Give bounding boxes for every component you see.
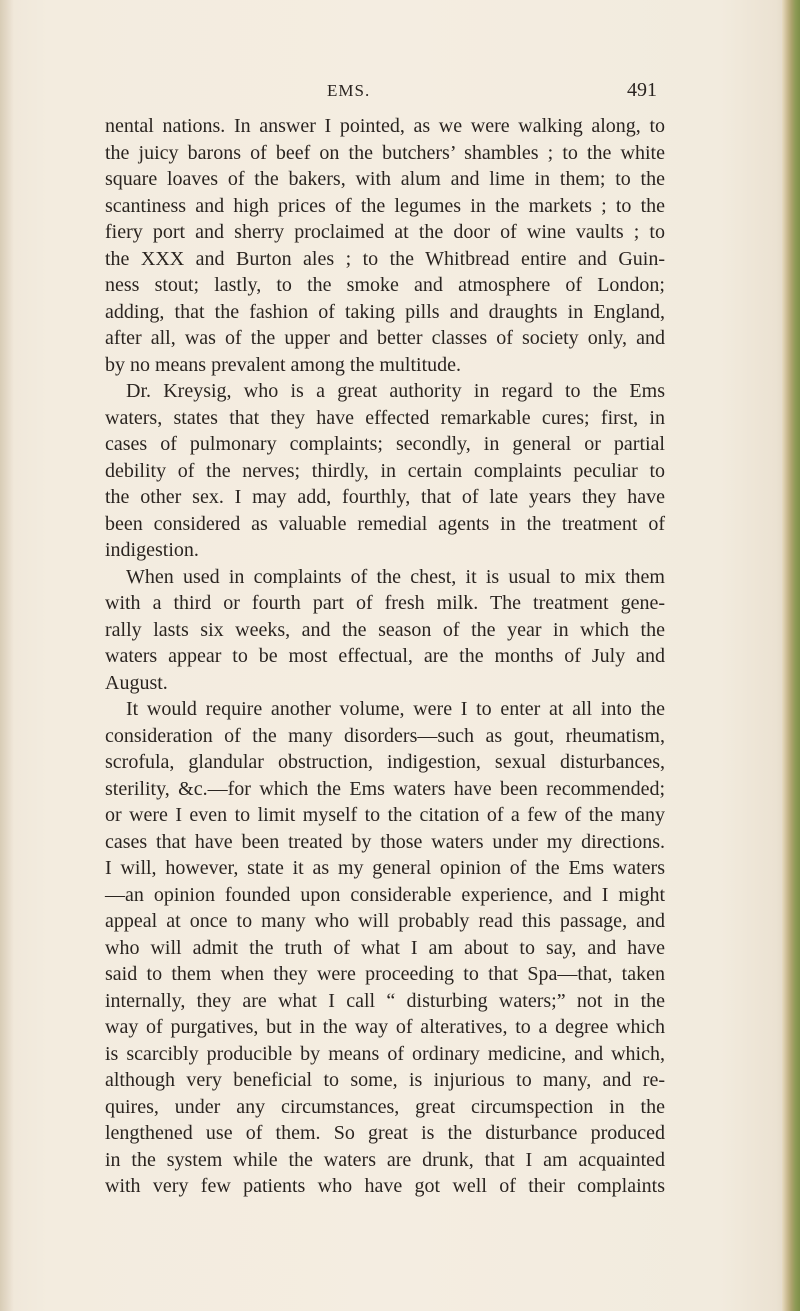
text-line: the juicy barons of beef on the butchers’ shambles ; to the white [105, 141, 665, 164]
text-line: waters, states that they have effected remarkable cures; first, in [105, 406, 665, 429]
page-header [105, 81, 657, 111]
text-line: debility of the nerves; thirdly, in certain complaints peculiar to [105, 459, 665, 482]
paragraph-start-line: When used in complaints of the chest, it is usual to mix them [126, 565, 665, 588]
text-line: is scarcibly producible by means of ordinary medicine, and which, [105, 1042, 665, 1065]
running-title: EMS. [327, 81, 371, 100]
text-line: cases of pulmonary complaints; secondly, in general or partial [105, 433, 665, 455]
page-edge [782, 0, 800, 1311]
text-line: internally, they are what I call “ disturbing waters;” not in the [105, 989, 665, 1012]
text-line: August. [105, 671, 168, 694]
paragraph-start-line: Dr. Kreysig, who is a great authority in regard to the Ems [126, 380, 665, 402]
text-line: indigestion. [105, 539, 199, 561]
text-line: consideration of the many disorders—such as gout, rheumatism, [105, 724, 665, 747]
text-line: fiery port and sherry proclaimed at the door of wine vaults ; to [105, 221, 665, 243]
body-text [105, 113, 665, 1200]
page-number: 491 [627, 79, 657, 101]
text-line: sterility, &c.—for which the Ems waters have been recommended; [105, 777, 665, 800]
text-line: quires, under any circumstances, great circumspection in the [105, 1095, 665, 1118]
text-line: nental nations. In answer I pointed, as we were walking along, to [105, 115, 665, 137]
text-line: lengthened use of them. So great is the disturbance produced [105, 1122, 665, 1144]
text-line: in the system while the waters are drunk, that I am acquainted [105, 1148, 665, 1171]
text-line: after all, was of the upper and better classes of society only, and [105, 327, 665, 349]
text-line: the XXX and Burton ales ; to the Whitbread entire and Guin- [105, 247, 665, 270]
text-line: square loaves of the bakers, with alum and lime in them; to the [105, 168, 665, 190]
text-line: or were I even to limit myself to the citation of a few of the many [105, 804, 665, 826]
text-line: ness stout; lastly, to the smoke and atmosphere of London; [105, 274, 665, 296]
text-line: with very few patients who have got well of their complaints [105, 1175, 665, 1197]
text-line: scrofula, glandular obstruction, indigestion, sexual disturbances, [105, 751, 665, 773]
text-line: said to them when they were proceeding to that Spa—that, taken [105, 963, 665, 985]
text-line: cases that have been treated by those waters under my directions. [105, 830, 665, 853]
text-line: by no means prevalent among the multitude. [105, 353, 462, 376]
text-line: although very beneficial to some, is injurious to many, and re- [105, 1069, 665, 1091]
page-gutter-shadow [0, 0, 14, 1311]
text-line: —an opinion founded upon considerable experience, and I might [105, 883, 665, 906]
text-line: scantiness and high prices of the legumes in the markets ; to the [105, 194, 665, 217]
text-line: way of purgatives, but in the way of alteratives, to a degree which [105, 1016, 665, 1038]
text-line: with a third or fourth part of fresh milk. The treatment gene- [105, 592, 665, 614]
text-line: rally lasts six weeks, and the season of the year in which the [105, 618, 665, 641]
text-line: adding, that the fashion of taking pills and draughts in England, [105, 300, 665, 323]
text-line: who will admit the truth of what I am about to say, and have [105, 936, 665, 959]
text-line: waters appear to be most effectual, are the months of July and [105, 645, 665, 667]
text-line: I will, however, state it as my general opinion of the Ems waters [105, 857, 665, 879]
text-line: been considered as valuable remedial agents in the treatment of [105, 512, 665, 535]
text-line: appeal at once to many who will probably read this passage, and [105, 910, 665, 932]
paragraph-start-line: It would require another volume, were I to enter at all into the [126, 698, 665, 720]
text-line: the other sex. I may add, fourthly, that of late years they have [105, 486, 665, 508]
